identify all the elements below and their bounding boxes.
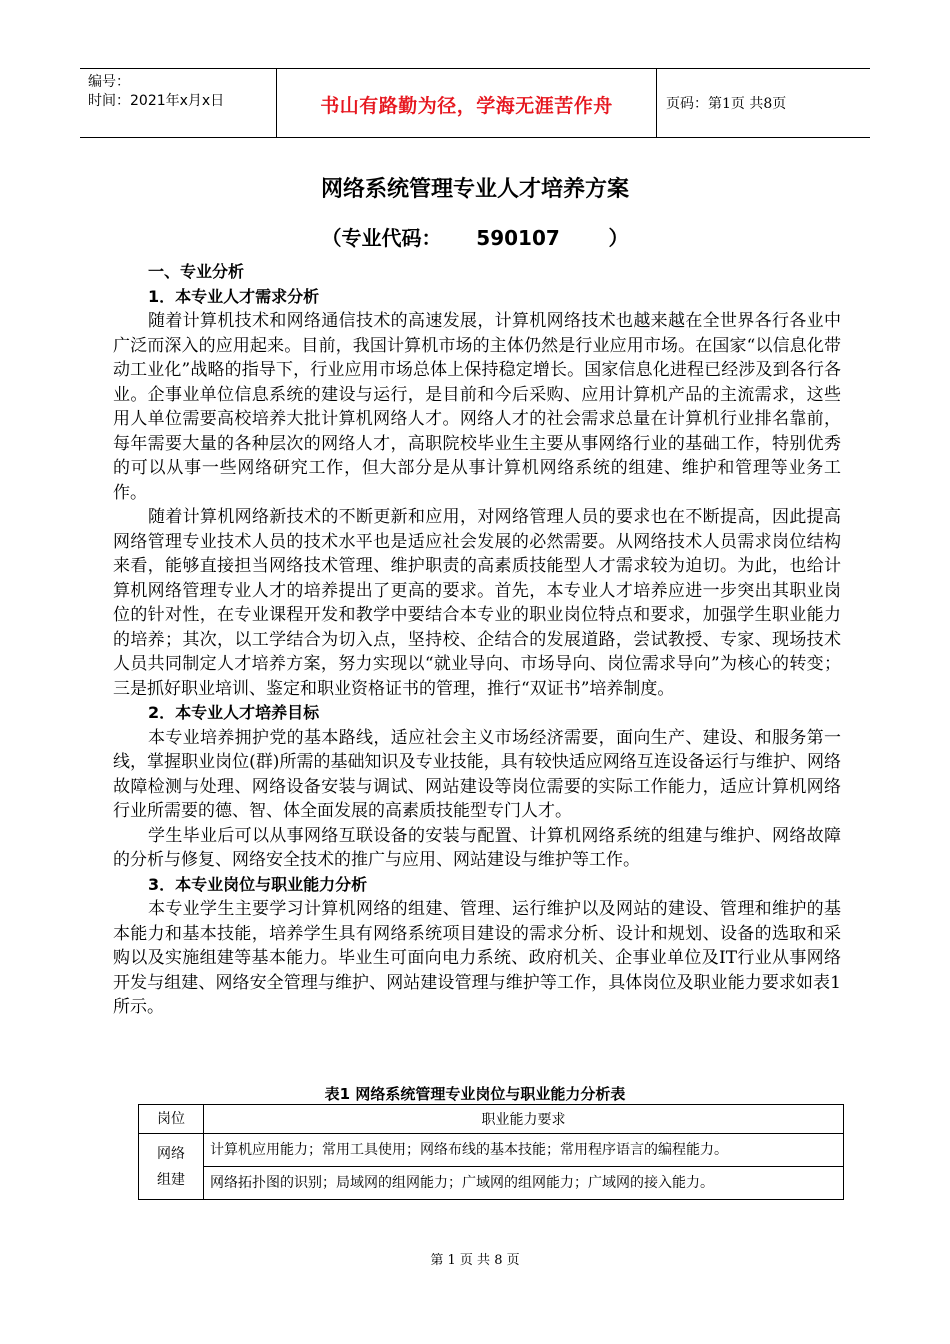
subsection-heading: 3．本专业岗位与职业能力分析 — [148, 874, 368, 894]
page-header — [80, 68, 870, 138]
column-header-position: 岗位 — [139, 1105, 204, 1134]
header-motto: 书山有路勤为径，学海无涯苦作舟 — [320, 95, 613, 117]
capability-table — [138, 1104, 844, 1200]
table-row — [139, 1167, 844, 1200]
table-caption: 表1 网络系统管理专业岗位与职业能力分析表 — [324, 1085, 626, 1103]
subsection-heading: 1．本专业人才需求分析 — [148, 286, 320, 306]
time-label: 时间：2021年x月x日 — [88, 93, 225, 109]
program-code: （专业代码： 590107 ） — [321, 226, 629, 250]
requirement-cell: 网络拓扑图的识别；局域网的组网能力；广域网的组网能力；广域网的接入能力。 — [204, 1167, 844, 1200]
subsection-heading: 2．本专业人才培养目标 — [148, 703, 320, 722]
paragraph: 随着计算机网络新技术的不断更新和应用，对网络管理人员的要求也在不断提高，因此提高网络管理专业技术人员的技术水平也是适应社会发展的必然需要。从网络技术人员需求岗位结构来看，能够直接担当网络技术管理、维护职责的高素质技能型人才需求较为迫切。为此，也给计算机网络管理专业人才的培养提出了更高的要求。首先，本专业人才培养应进一步突出其职业岗位的针对性，在专业课程开发和教学中要结合本专业的职业岗位特点和要求，加强学生职业能力的培养；其次，以工学结合为切入点，坚持校、企结合的发展道路，尝试教授、专家、现场技术人员共同制定人才培养方案，努力实现以“就业导向、市场导向、岗位需求导向”为核心的转变；三是抓好职业培训、鉴定和职业资格证书的管理，推行“双证书”培养制度。 — [113, 507, 841, 699]
section-heading: 一、专业分析 — [148, 262, 245, 281]
position-label: 网络组建 — [156, 1145, 185, 1188]
document-title: 网络系统管理专业人才培养方案 — [320, 177, 629, 202]
position-cell — [139, 1134, 204, 1200]
header-divider — [656, 69, 657, 137]
paragraph: 本专业培养拥护党的基本路线，适应社会主义市场经济需要，面向生产、建设、和服务第一线，掌握职业岗位(群)所需的基础知识及专业技能，具有较快适应网络互连设备运行与维护、网络故障检测与处理、网络设备安装与调试、网站建设等岗位需要的实际工作能力，适应计算机网络行业所需要的德、智、体全面发展的高素质技能型专门人才。 — [113, 727, 841, 821]
paragraph: 随着计算机技术和网络通信技术的高速发展，计算机网络技术也越来越在全世界各行各业中广泛而深入的应用起来。目前，我国计算机市场的主体仍然是行业应用市场。在国家“以信息化带动工业化”战略的指导下，行业应用市场总体上保持稳定增长。国家信息化进程已经涉及到各行各业。企事业单位信息系统的建设与运行，是目前和今后采购、应用计算机产品的主流需求，这些用人单位需要高校培养大批计算机网络人才。网络人才的社会需求总量在计算机行业排名靠前，每年需要大量的各种层次的网络人才，高职院校毕业生主要从事网络行业的基础工作，特别优秀的可以从事一些网络研究工作，但大部分是从事计算机网络系统的组建、维护和管理等业务工作。 — [113, 311, 841, 503]
header-meta — [88, 73, 224, 111]
table-row — [139, 1134, 844, 1167]
column-header-requirements: 职业能力要求 — [204, 1105, 844, 1134]
page-footer: 第 1 页 共 8 页 — [430, 1253, 520, 1268]
header-page-info: 页码：第1页 共8页 — [666, 96, 787, 112]
document-body — [113, 260, 841, 1020]
requirement-cell: 计算机应用能力；常用工具使用；网络布线的基本技能；常用程序语言的编程能力。 — [204, 1134, 844, 1167]
number-label: 编号： — [88, 74, 130, 90]
table-header-row — [139, 1105, 844, 1134]
paragraph: 学生毕业后可以从事网络互联设备的安装与配置、计算机网络系统的组建与维护、网络故障的分析与修复、网络安全技术的推广与应用、网站建设与维护等工作。 — [113, 825, 841, 870]
paragraph: 本专业学生主要学习计算机网络的组建、管理、运行维护以及网站的建设、管理和维护的基本能力和基本技能，培养学生具有网络系统项目建设的需求分析、设计和规划、设备的选取和采购以及实施组建等基本能力。毕业生可面向电力系统、政府机关、企事业单位及IT行业从事网络开发与组建、网络安全管理与维护、网站建设管理与维护等工作，具体岗位及职业能力要求如表1所示。 — [113, 899, 841, 1017]
